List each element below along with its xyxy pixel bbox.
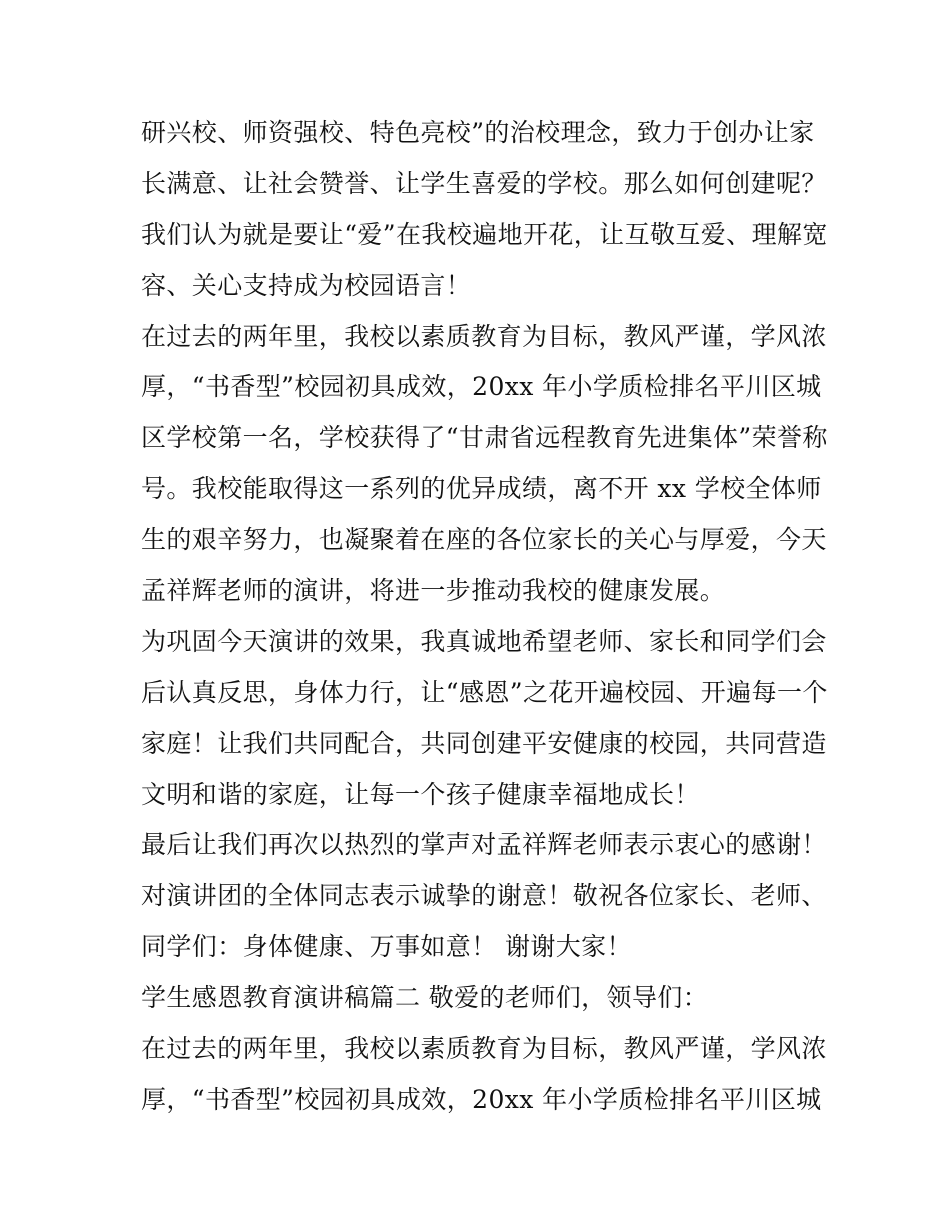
text-line: 号。我校能取得这一系列的优异成绩，离不开 xx 学校全体师 bbox=[141, 474, 822, 504]
text-line: 为巩固今天演讲的效果，我真诚地希望老师、家长和同学们会 bbox=[141, 626, 827, 656]
text-line: 后认真反思，身体力行，让“感恩”之花开遍校园、开遍每一个 bbox=[141, 677, 828, 707]
document-body bbox=[141, 108, 828, 1126]
text-line: 厚，“书香型”校园初具成效，20xx 年小学质检排名平川区城 bbox=[141, 1084, 822, 1114]
text-line: 研兴校、师资强校、特色亮校”的治校理念，致力于创办让家 bbox=[141, 118, 815, 147]
text-line: 厚，“书香型”校园初具成效，20xx 年小学质检排名平川区城 bbox=[141, 372, 822, 402]
text-line: 最后让我们再次以热烈的掌声对孟祥辉老师表示衷心的感谢！ bbox=[141, 830, 827, 860]
text-line: 生的艰辛努力，也凝聚着在座的各位家长的关心与厚爱，今天 bbox=[141, 525, 827, 555]
text-line: 区学校第一名，学校获得了“甘肃省远程教育先进集体”荣誉称 bbox=[141, 423, 828, 453]
text-line: 我们认为就是要让“爱”在我校遍地开花，让互敬互爱、理解宽 bbox=[141, 219, 828, 249]
text-line: 孟祥辉老师的演讲，将进一步推动我校的健康发展。 bbox=[141, 576, 726, 606]
text-line: 同学们：身体健康、万事如意！ 谢谢大家！ bbox=[141, 932, 632, 962]
text-line: 家庭！让我们共同配合，共同创建平安健康的校园，共同营造 bbox=[141, 728, 827, 758]
text-line: 文明和谐的家庭，让每一个孩子健康幸福地成长！ bbox=[141, 779, 700, 809]
text-line: 在过去的两年里，我校以素质教育为目标，教风严谨，学风浓 bbox=[141, 321, 827, 351]
text-line: 学生感恩教育演讲稿篇二 敬爱的老师们，领导们： bbox=[141, 983, 709, 1013]
text-line: 长满意、让社会赞誉、让学生喜爱的学校。那么如何创建呢？ bbox=[141, 168, 827, 198]
text-line: 容、关心支持成为校园语言！ bbox=[141, 270, 472, 300]
text-line: 在过去的两年里，我校以素质教育为目标，教风严谨，学风浓 bbox=[141, 1034, 827, 1064]
text-line: 对演讲团的全体同志表示诚挚的谢意！敬祝各位家长、老师、 bbox=[141, 881, 827, 911]
